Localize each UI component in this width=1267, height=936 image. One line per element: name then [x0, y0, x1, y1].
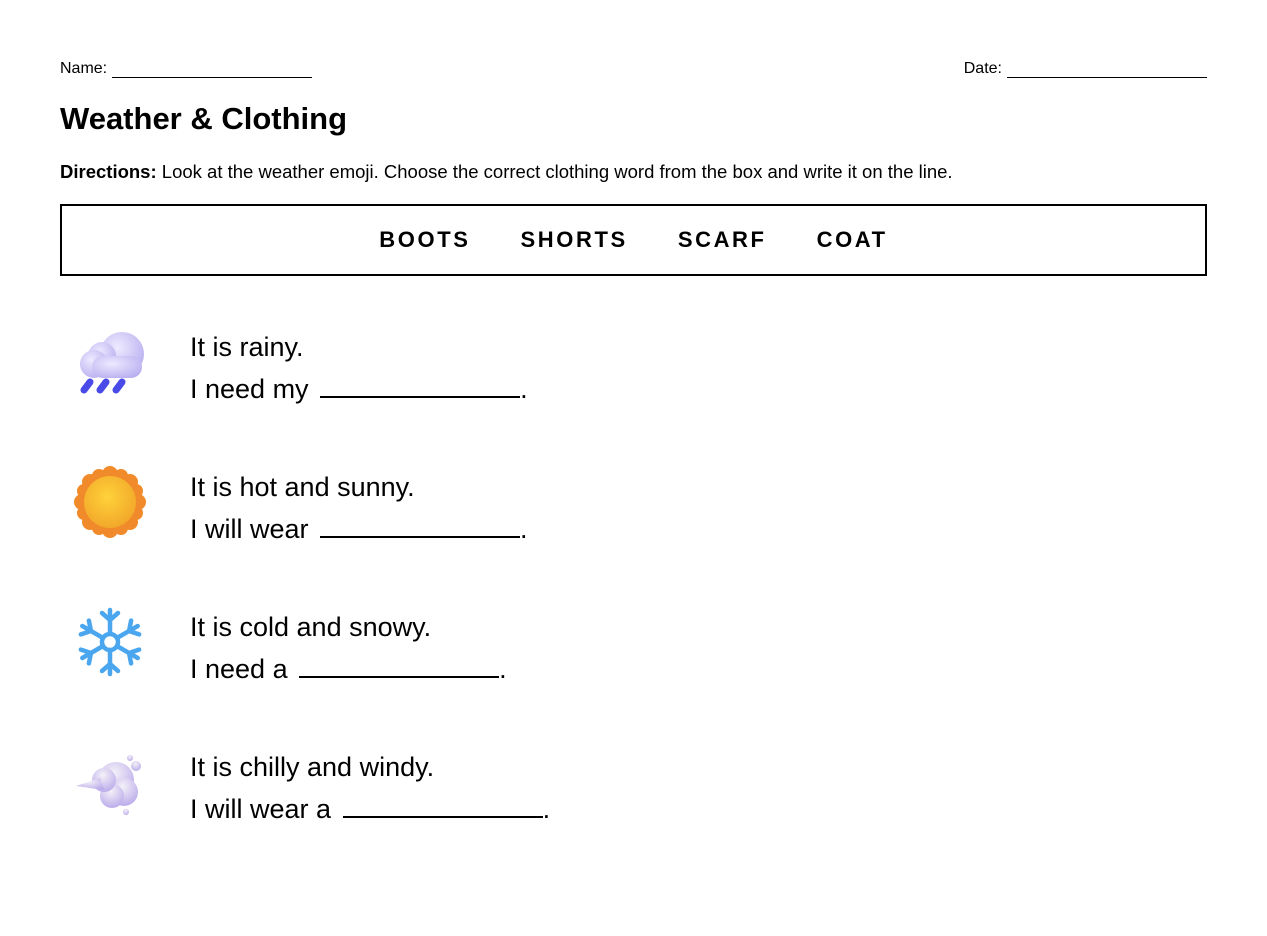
- weather-sentence: It is cold and snowy.: [190, 612, 432, 642]
- directions: [60, 161, 953, 183]
- sun-icon: [74, 466, 146, 538]
- answer-sentence: [190, 788, 550, 830]
- answer-prefix: I will wear a: [190, 794, 332, 824]
- weather-sentence: It is rainy.: [190, 332, 304, 362]
- answer-blank[interactable]: [299, 652, 499, 678]
- name-label: Name:: [60, 60, 108, 77]
- name-line[interactable]: [112, 63, 312, 78]
- weather-sentence: It is chilly and windy.: [190, 752, 435, 782]
- question-item: [60, 746, 760, 836]
- sentence-period: .: [499, 654, 507, 684]
- wind-face-icon: [74, 746, 146, 818]
- header-row: [60, 60, 1207, 80]
- date-label: Date:: [963, 60, 1002, 77]
- question-text: [190, 746, 550, 830]
- answer-blank[interactable]: [343, 792, 543, 818]
- word-bank-item: BOOTS: [379, 227, 471, 252]
- question-item: [60, 466, 760, 556]
- word-bank-item: SCARF: [677, 227, 767, 252]
- answer-sentence: [190, 508, 528, 550]
- directions-label: Directions:: [60, 161, 157, 182]
- word-bank-item: SHORTS: [520, 227, 628, 252]
- name-field: [60, 60, 312, 78]
- answer-prefix: I need a: [190, 654, 288, 684]
- answer-blank[interactable]: [320, 372, 520, 398]
- snowflake-icon: [74, 606, 146, 678]
- question-text: [190, 326, 528, 410]
- sentence-period: .: [520, 374, 528, 404]
- question-text: [190, 606, 507, 690]
- rain-cloud-icon: [74, 326, 146, 398]
- date-field: [964, 60, 1207, 78]
- answer-prefix: I need my: [190, 374, 309, 404]
- question-text: [190, 466, 528, 550]
- page-title: Weather & Clothing: [60, 101, 348, 136]
- question-item: [60, 326, 760, 416]
- word-bank: [60, 204, 1207, 276]
- answer-sentence: [190, 368, 528, 410]
- sentence-period: .: [520, 514, 528, 544]
- directions-text: Look at the weather emoji. Choose the correct clothing word from the box and write it on the line.: [156, 161, 953, 182]
- answer-prefix: I will wear: [190, 514, 309, 544]
- word-bank-item: COAT: [816, 227, 888, 252]
- weather-sentence: It is hot and sunny.: [190, 472, 415, 502]
- date-line[interactable]: [1007, 63, 1207, 78]
- question-item: [60, 606, 760, 696]
- sentence-period: .: [542, 794, 551, 824]
- answer-sentence: [190, 648, 507, 690]
- answer-blank[interactable]: [320, 512, 520, 538]
